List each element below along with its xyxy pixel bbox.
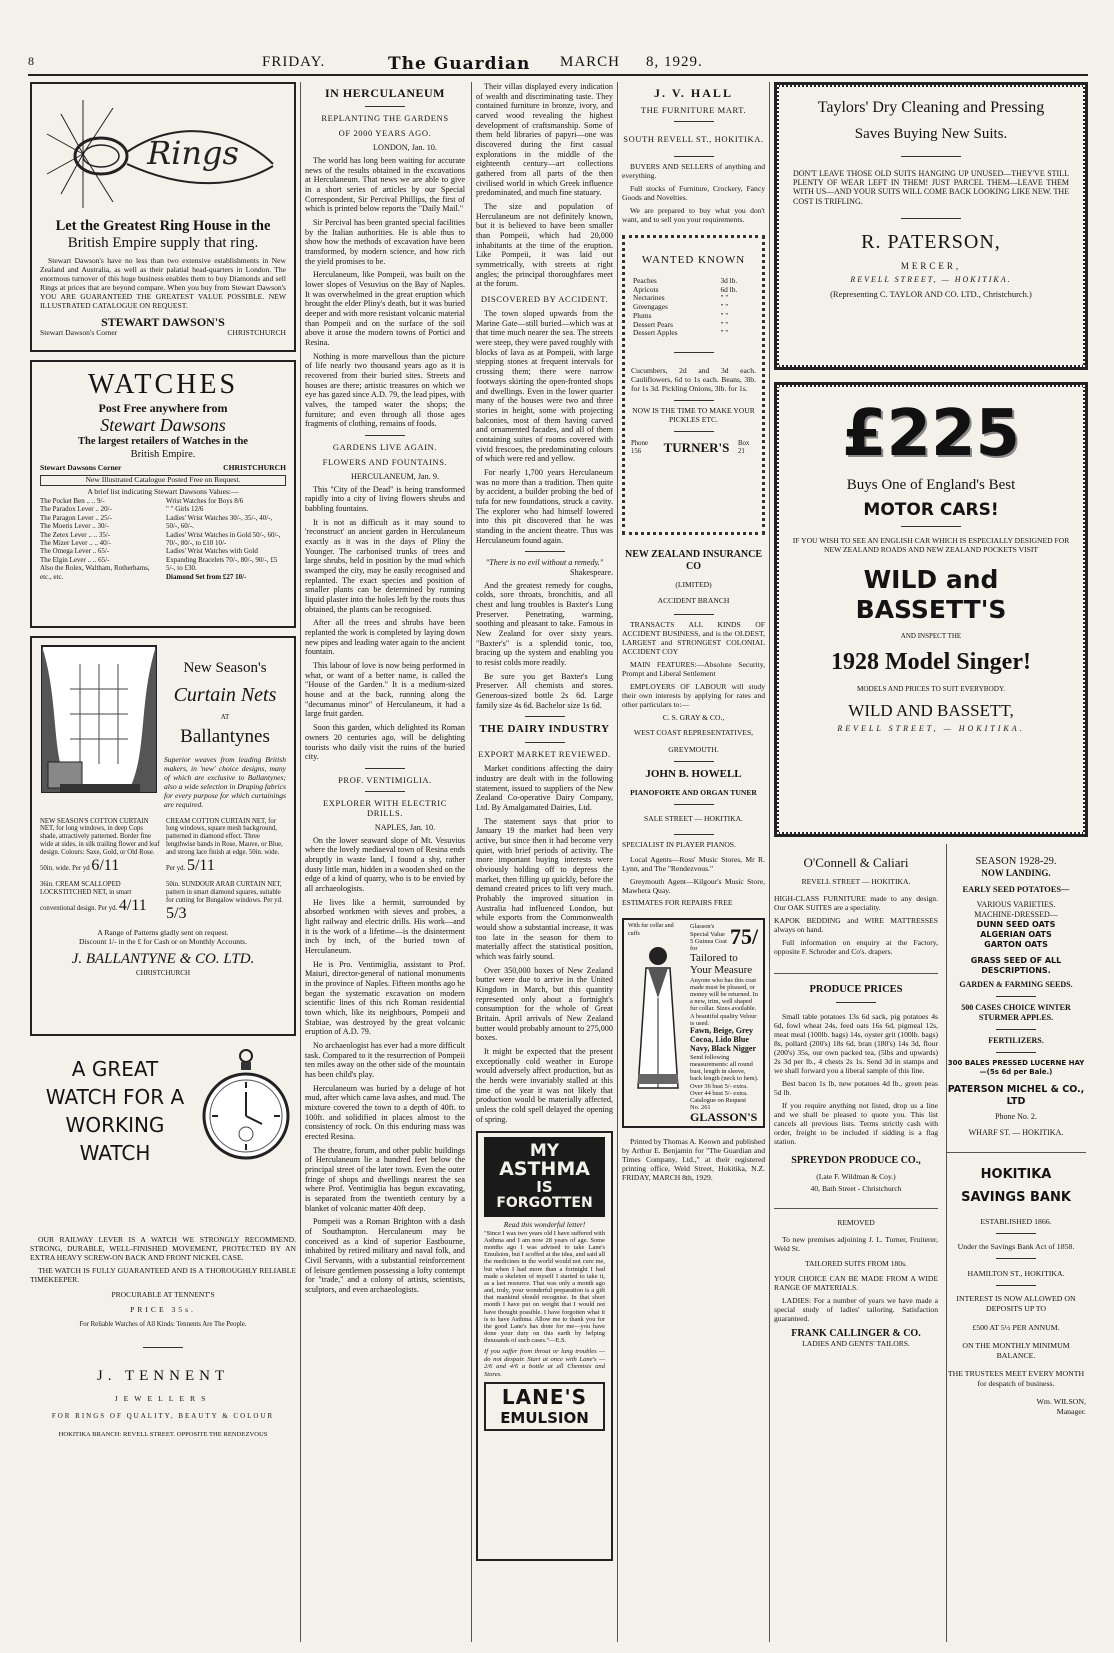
hall-name: J. V. HALL [654, 86, 733, 100]
tennent-advert [30, 1046, 296, 1606]
produce-manager: (Late F. Wildman & Coy.) [816, 1171, 896, 1181]
watches-corner: Stewart Dawsons Corner [40, 463, 122, 473]
oconnell-body: HIGH-CLASS FURNITURE made to any design. Our OAK SUITES are a speciality. [774, 894, 938, 913]
watch-value: Ladies' Wrist Watches with Gold Expanding Bracelets 70/-, 80/-, 90/-, £5 5/-, to £30. [166, 547, 278, 573]
article-paragraph: The theatre, forum, and other public buildings of Herculaneum lie a hundred feet below the principal street of the later town. Even the outer fringe of shops and dwellings nearest the sea where Prof. Ventimiglia has begun excavating, is separated from the twentieth century by a blanket of volcanic matter 40ft deep. [305, 1145, 465, 1213]
baxter-paragraph: Be sure you get Baxter's Lung Preserver. All chemists and stores. Generous-sized bottle 2s 6d. Large family size 4s 6d. Bachelor size 1s 6d. [476, 671, 613, 710]
rings-headline-1: Let the Greatest Ring House in the [55, 218, 271, 234]
michel-grass: GRASS SEED OF ALL DESCRIPTIONS. [970, 955, 1062, 975]
watch-value: Also the Rolex, Waltham, Rotherhams, etc., etc. [40, 564, 150, 581]
produce-body: Small table potatoes 13s 6d sack, pig potatoes 4s 6d, fowl wheat 24s, feed oats 16s 6d, pigmeal 12s, meat meal (100lb. bags) 14s, oyster grit (100lb. bags) 8s, pollard (200's) 18s 6d, bran (180's) 14s 3d, flour (200's) 35s, our own packed tea, (5lbs and upwards) 2s 3d per lb., 4 chests 2s 1s. Send 3d in stamps and we shall forward you a liberal sample of this line. [774, 1012, 938, 1076]
watch-value: The Paradox Lever .. 20/- [40, 505, 112, 514]
byline-ventimiglia: PROF. VENTIMIGLIA. [338, 774, 432, 785]
watches-catalogue: New Illustrated Catalogue Posted Free on Request. [40, 475, 286, 486]
callinger-advert [774, 1208, 938, 1348]
michel-various: VARIOUS VARIETIES. [976, 899, 1056, 909]
turner-vegetables: Cucumbers, 2d and 3d each. Cauliflowers, 6d to 1s each. Beans, 3lb. for 1s 3d. Pickling Onions, 3lb. for 1s. [631, 366, 756, 393]
tennent-body-1: OUR RAILWAY LEVER IS A WATCH WE STRONGLY RECOMMEND. STRONG, DURABLE, WELL-FINISHED MOVEMENT, PROTECTED BY AN EXTRA HEAVY SCREW-ON BACK AND FRONT NICKEL CASE. [30, 1235, 296, 1262]
glasson-colours: Fawn, Beige, Grey Cocoa, Lido Blue Navy, Black Nigger [690, 1025, 756, 1053]
imprint: Printed by Thomas A. Keown and published by Arthur E. Benjamin for "The Guardian and Times Company, Ltd.," at their registered printing office, Weld Street, Hokitika, N.Z. FRIDAY, MARCH 8th, 1929. [622, 1137, 765, 1183]
curtain-range: A Range of Patterns gladly sent on request. [97, 927, 229, 937]
page-number: 8 [28, 54, 35, 68]
curtain-at: AT [220, 713, 230, 722]
bank-title-1: HOKITIKA [980, 1167, 1052, 1183]
rings-headline-2: British Empire supply that ring. [67, 235, 259, 252]
curtain-new-season: New Season's [183, 660, 267, 676]
savings-bank-advert [946, 1152, 1086, 1417]
watches-retailers-2: British Empire. [130, 448, 196, 460]
masthead-title: The Guardian [388, 54, 531, 74]
fruit-name: Dessert Apples [633, 328, 678, 338]
tennent-headline-2: WATCH FOR A [45, 1085, 185, 1109]
article-paragraph: The size and population of Herculaneum are not definitely known, but it is believed to have been smaller than Pompeii, which had 20,000 inhabitants at the time of the eruption. Like Pompeii, it was laid out symmetrically, with streets at right angles; the principal thoroughfares meet at the forum. [476, 202, 613, 289]
watch-value: The Pocket Ben .. .. 9/- [40, 497, 105, 506]
paterson-body: DON'T LEAVE THOSE OLD SUITS HANGING UP UNUSED—THEY'VE STILL PLENTY OF WEAR LEFT IN THEM! JUST PARCEL THEM—LEAVE THEM WITH US—AND YOUR SUITS WILL COME BACK LOOKING LIKE NEW. THE COST IS TRIFLING. [793, 168, 1069, 206]
column-rule [617, 82, 618, 1642]
watch-value: The Elgin Lever .. .. 65/- [40, 555, 110, 564]
watch-value: Diamond Set from £27 10/- [166, 572, 247, 581]
wild-firm-big: WILD and BASSETT'S [855, 565, 1007, 624]
bank-established: ESTABLISHED 1866. [980, 1216, 1052, 1226]
insurance-features: MAIN FEATURES:—Absolute Security, Prompt and Liberal Settlement [622, 660, 765, 679]
dairy-paragraph: It might be expected that the present exceptionally cold weather in Europe would adversely affect production, but as the herds were invariably stalled at this time of the year it was not likely that production would be materially affected, unless the cold spell delayed the opening of spring. [476, 1047, 613, 1124]
tennent-firm: J. TENNENT [96, 1367, 230, 1384]
article-paragraph: No archaeologist has ever had a more difficult task. Compared to it the resurrection of Pompeii ten miles away on the other side of the mountain has been child's play. [305, 1041, 465, 1080]
article-paragraph: The world has long been waiting for accurate news of the results obtained in the excavations at Herculaneum. That news we are able to give in a short series of articles by our Special Correspondent, Sir Percival Phillips, the first of which is printed below reports the "Daily Mail." [305, 155, 465, 214]
turner-wanted: WANTED KNOWN [641, 253, 746, 266]
fruit-price: " " [720, 302, 729, 312]
bank-rate: £500 AT 5½ PER ANNUM. [972, 1322, 1060, 1332]
produce-title: PRODUCE PRICES [809, 984, 903, 995]
callinger-firm: FRANK CALLINGER & CO. [791, 1328, 921, 1339]
insurance-limited: (LIMITED) [675, 579, 712, 589]
lanes-headline-3: IS [536, 1178, 553, 1197]
rings-logo: Rings [147, 134, 239, 172]
curtain-item-3: 36in. CREAM SCALLOPED LOCKSTITCHED NET, in smart conventional design. Per yd. [40, 881, 132, 912]
dairy-paragraph: The statement says that prior to January 19 the market had been very active, but since then it had become very quiet, with brief periods of activity. The more important buying interests were obviously holding off to depress the market, then filling up quickly, before the demand created prices to lift very much. Probably the improved situation in Australia had influenced London, but while exports from the Commonwealth would show a substantial increase, it was too late in the season for them to materially affect the statistical position, which was fairly sound. [476, 816, 613, 962]
turner-fruit-table [631, 277, 756, 338]
fruit-name: Nectarines [633, 293, 665, 303]
callinger-choice: YOUR CHOICE CAN BE MADE FROM A WIDE RANGE OF MATERIALS. [774, 1274, 938, 1293]
bank-trustees: THE TRUSTEES MEET EVERY MONTH for despatch of business. [947, 1368, 1085, 1389]
fruit-price: " " [720, 293, 729, 303]
tennent-procurable: PROCURABLE AT TENNENT'S [111, 1289, 215, 1299]
subhead-accident: DISCOVERED BY ACCIDENT. [480, 294, 609, 305]
watch-value: " " Girls 12/6 [166, 505, 204, 514]
article-paragraph: Their villas displayed every indication of wealth and discriminating taste. They contained furniture in bronze, ivory, and carved wood revealing the highest development of craftsmanship. Some of them held libraries of papyri—one was discovered during the first casual explorations in the middle of the eighteenth century—art collections gathered from all parts of the then civilised world in which Greek influence predominated, and much fine statuary. [476, 82, 613, 198]
michel-bales: 300 BALES PRESSED LUCERNE HAY—(5s 6d per Bale.) [947, 1058, 1085, 1076]
curtain-city: CHRISTCHURCH [135, 968, 191, 977]
article-paragraph: He is Pro. Ventimiglia, assistant to Prof. Maiuri, director-general of national monuments in the province of Naples. Fifteen months ago he began the systematic excavation on modern scientific lines of this rich Roman residential town which, like its neighbours, Pompeii and Stabiae, was destroyed by the great volcanic eruption of A.D. 79. [305, 959, 465, 1037]
bank-title-2: SAVINGS BANK [961, 1190, 1071, 1206]
curtain-nets-advert [30, 636, 296, 1036]
dateline-herculaneum: HERCULANEUM, Jan. 9. [350, 472, 439, 482]
curtain-item-4: 50in. SUNDOUR ARAB CURTAIN NET, pattern in smart diamond squares, suitable for cutting for Bungalow windows. Per yd. [166, 881, 283, 904]
insurance-title: NEW ZEALAND INSURANCE CO [624, 548, 763, 572]
wild-model: 1928 Model Singer! [831, 649, 1031, 676]
lanes-letter: "Since I was two years old I have suffered with Asthma and I am now 28 years of age. Some months ago I was advised to take Lane's Emulsion, but I scoffed at the idea, and said all the medicines in the world would not cure me, but when I had more than a fortnight I had made a skeleton of myself I started to take it, as a last resource. That was only a month ago and, truly, your wonderful preparation is a gift that mankind should recognise. In that short month I have put on weight that I would not have thought possible. I have forgotten what it is to have Asthma. Allow me to thank you for the good Lane's has done for me—you have done your duty on this earth by helping thousands of such cases."—E.S. [484, 1229, 605, 1345]
curtain-firm: J. BALLANTYNE & CO. LTD. [71, 950, 255, 967]
fruit-name: Dessert Pears [633, 319, 674, 329]
dairy-title: THE DAIRY INDUSTRY [479, 723, 610, 736]
fruit-price: " " [720, 328, 729, 338]
tennent-price: PRICE 35s. [130, 1304, 196, 1314]
article-paragraph: Soon this garden, which delighted its Roman owners 20 centuries ago, will be delighting tourists who daily visit the ruins of the buried city. [305, 723, 465, 762]
lanes-brand-2: EMULSION [500, 1408, 589, 1427]
curtain-price-4: 5/3 [166, 904, 187, 922]
tennent-reliable: For Reliable Watches of All Kinds: Tennents Are The People. [79, 1320, 247, 1328]
subhead-gardens: GARDENS LIVE AGAIN. [332, 442, 438, 452]
dateline-london: LONDON, Jan. 10. [373, 143, 437, 153]
masthead [28, 52, 1088, 76]
michel-oats-1: DUNN SEED OATS [976, 919, 1056, 929]
glasson-price-big: 75/ [730, 924, 759, 950]
turner-name: TURNER'S [663, 440, 730, 456]
tennent-headline-4: WATCH [79, 1141, 151, 1165]
column-rule [300, 82, 301, 1642]
fruit-name: Apricots [633, 284, 659, 294]
fruit-name: Plums [633, 310, 652, 320]
produce-require: If you require anything not listed, drop us a line and we shall be pleased to quote you. This list cancels all previous lists. Terms strictly cash with order, freight to be included if sidding is a flag station. [774, 1100, 938, 1146]
produce-address: 40, Bath Street - Christchurch [810, 1184, 902, 1194]
insurance-agent-sub: WEST COAST REPRESENTATIVES, [633, 727, 754, 737]
watch-value: The Moeris Lever .. 30/- [40, 522, 109, 531]
insurance-city: GREYMOUTH. [668, 744, 719, 754]
michel-phone: Phone No. 2. [995, 1112, 1037, 1122]
baxter-quote: "There is no evil without a remedy." [485, 558, 604, 568]
hall-mart: THE FURNITURE MART. [640, 105, 747, 116]
tennent-headline-1: A GREAT [71, 1057, 159, 1081]
turner-advert [622, 235, 765, 535]
dairy-paragraph: Over 350,000 boxes of New Zealand butter were due to arrive in the United Kingdom in March, but this quantity represented only about a fortnight's consumption for the whole of Great Britain. April arrivals of New Zealand butter would probably amount to 275,000 boxes. [476, 965, 613, 1043]
tennent-rings: FOR RINGS OF QUALITY, BEAUTY & COLOUR [51, 1412, 275, 1421]
howell-grey: Greymouth Agent—Kilgour's Music Store, Mawhera Quay. [622, 876, 765, 895]
turner-pickles: NOW IS THE TIME TO MAKE YOUR PICKLES ETC. [632, 405, 755, 424]
watches-left-list [40, 497, 160, 581]
michel-oats-3: GARTON OATS [984, 939, 1048, 949]
hall-buyers: BUYERS AND SELLERS of anything and everything. [622, 162, 765, 181]
oconnell-info: Full information on enquiry at the Factory, opposite F. Schroder and Co's. drapers. [774, 938, 938, 957]
paterson-advert [774, 82, 1088, 370]
article-paragraph: Herculaneum, like Pompeii, was built on the lower slopes of Vesuvius on the Bay of Naples. It was overwhelmed in the great eruption which brought the elder Pliny's death, but it was buried deeper and with more resistant volcanic material than Pompeii and on the surface of the soil above it arose the modern towns of Portici and Resina. [305, 270, 465, 347]
article-paragraph: On the lower seaward slope of Mt. Vesuvius where the lovely mediaeval town of Resina ends abruptly in waste land, I found a shy, rather dusty little man, hidden in a wooden shed on the edge of a kind of quarry, who is to be envied by all archaeologists. [305, 835, 465, 893]
baxter-attribution: Shakespeare. [570, 567, 613, 577]
turner-phone: Phone 156 [631, 439, 648, 455]
wild-price: £225 [841, 397, 1021, 471]
curtain-ballantynes: Ballantynes [180, 725, 270, 747]
callinger-removed: REMOVED [837, 1218, 875, 1228]
masthead-day: FRIDAY. [262, 54, 326, 70]
insurance-branch: ACCIDENT BRANCH [657, 596, 730, 606]
glasson-no: No. 261 [690, 1104, 711, 1112]
paterson-title-1: Taylors' Dry Cleaning and Pressing [817, 99, 1045, 116]
glasson-coat-price: Glasson's Special Value 5 Guinea Coat for [690, 923, 727, 952]
michel-early: EARLY SEED POTATOES— [962, 885, 1070, 895]
bank-manager-title: Manager. [1056, 1407, 1086, 1417]
watches-post-free: Post Free anywhere from [98, 401, 228, 416]
glasson-with-fur: With fur collar and cuffs [628, 923, 674, 937]
article-paragraph: He lives like a hermit, surrounded by absorbed workmen with sieves and probes, a light railway and electric drills. His work—and it is the work of a lifetime—is the disinterment inch by inch, of the buried town of Herculaneum. [305, 897, 465, 955]
watches-advert [30, 360, 296, 628]
bank-monthly: ON THE MONTHLY MINIMUM BALANCE. [962, 1340, 1070, 1360]
rings-address-right: CHRISTCHURCH [227, 327, 286, 337]
michel-season: SEASON 1928-29. [975, 856, 1057, 867]
tennent-headline-3: WORKING [65, 1113, 165, 1137]
hall-prepared: We are prepared to buy what you don't want, and to sell you your requirements. [622, 206, 765, 224]
glasson-measure: Send following measurements: all round bust, length in sleeve, back length (neck to hem). Over 36 bust 5/- extra. Over 44 bust 5/- extra. Catalogue on Request [690, 1053, 759, 1104]
glasson-tailored: Tailored to Your Measure [690, 952, 753, 977]
watches-retailers-1: The largest retailers of Watches in the [78, 436, 248, 448]
lanes-footer: If you suffer from throat or lung troubles —do not despair. Start at once with Lane's —2/6 and 4/6 a bottle at all Chemists and Stores. [484, 1348, 605, 1378]
watch-value: Ladies' Wrist Watches 30/-, 35/-, 40/-, 50/-, 60/-. [166, 513, 273, 531]
callinger-premises: To new premises adjoining J. L. Turner, Fruiterer, Weld St. [774, 1235, 938, 1254]
michel-fertilizers: FERTILIZERS. [988, 1035, 1044, 1045]
herculaneum-sub-1: REPLANTING THE GARDENS [321, 113, 449, 124]
oconnell-name: O'Connell & Caliari [803, 855, 909, 870]
curtain-discount: Discount 1/- in the £ for Cash or on Monthly Accounts. [78, 936, 248, 946]
rings-firm: STEWART DAWSON'S [101, 314, 225, 329]
curtain-body: Superior weaves from leading British makers, in 'new' choice designs, many of which are exclusive to Ballantynes; also a wide selection in Draping fabrics for every purpose for which curtainings are required. [164, 754, 286, 809]
column-1 [30, 82, 296, 1647]
fruit-price: " " [720, 319, 729, 329]
insurance-transacts: TRANSACTS ALL KINDS OF ACCIDENT BUSINESS, and is the OLDEST, LARGEST and STRONGEST COLONIAL ACCIDENT COY [622, 620, 765, 657]
wild-street: REVELL STREET, — HOKITIKA. [837, 724, 1025, 734]
insurance-employers: EMPLOYERS OF LABOUR will study their own interests by applying for rates and other particulars to:— [622, 682, 765, 710]
subhead-flowers: FLOWERS AND FOUNTAINS. [322, 457, 448, 468]
wild-wish: IF YOU WISH TO SEE AN ENGLISH CAR WHICH IS ESPECIALLY DESIGNED FOR NEW ZEALAND ROADS AND NEW ZEALAND POCKETS VISIT [792, 536, 1070, 555]
article-paragraph: Pompeii was a Roman Brighton with a dash of Southampton. Herculaneum may be conceived as a kind of superior Eastbourne, inhabited by retired military and naval folk, and Civil Servants, with a substantial reinforcement of leisure gentlemen possessing a lofty contempt for "trade," and a colony of artists, scientists, sculptors, and even archaeologists. [305, 1217, 465, 1295]
rings-body: Stewart Dawson's have no less than two extensive establishments in New Zealand and Australia, as well as their palatial head-quarters in London. The enormous turnover of this huge business enables them to buy Diamonds and sell Rings at prices that are beyond compare. When you buy from Stewart Dawson's YOU ARE GUARANTEED THE GREATEST VALUE POSSIBLE. NEW ILLUSTRATED CATALOGUE ON REQUEST. [40, 255, 286, 310]
watches-firm: Stewart Dawsons [100, 415, 226, 436]
bank-manager: Wm. WILSON, [1036, 1397, 1086, 1407]
curtain-price-2: 5/11 [186, 856, 215, 874]
callinger-ladies: LADIES: For a number of years we have made a special study of ladies' tailoring. Satisfaction guaranteed. [774, 1296, 938, 1324]
column-5-6 [774, 82, 1088, 1647]
paterson-name: R. PATERSON, [861, 231, 1001, 254]
bank-interest: INTEREST IS NOW ALLOWED ON DEPOSITS UP TO [956, 1294, 1076, 1314]
herculaneum-title: IN HERCULANEUM [324, 86, 445, 100]
curtain-item-1: NEW SEASON'S COTTON CURTAIN NET, for long windows, in deep Cops shade, attractively patterned. Border fine wide at sides, in silk trailing flower and leaf design. Colours: Saxe, Gold, or Old Rose. 50in. wide. Per yd [40, 817, 160, 872]
wild-motor: MOTOR CARS! [863, 500, 999, 521]
wild-firm: WILD AND BASSETT, [848, 701, 1014, 721]
produce-advert [774, 973, 938, 1194]
curtain-window-illustration [40, 644, 158, 794]
michel-machine: MACHINE-DRESSED— [974, 909, 1058, 919]
insurance-agent: C. S. GRAY & CO., [662, 712, 725, 722]
watch-value: Wrist Watches for Boys 8/6 [166, 497, 244, 506]
insurance-advert [622, 549, 765, 755]
watches-brief-list: A brief list indicating Stewart Dawsons Values:— [87, 487, 239, 497]
watch-value: The Paragon Lever .. 25/- [40, 513, 112, 522]
article-paragraph: It is not as difficult as it may sound to 'reconstruct' an ancient garden in Herculaneum exactly as it was in the days of Pliny the Younger. The carbonised trunks of trees and large shrubs, held in position by the mud which swamped the city, may be easily recognised and replanted. The exact species and position of smaller plants can be determined by running liquid plaster into the holes left by the roots thus obtained, the plants can be recognised. [305, 517, 465, 614]
paterson-rep: (Representing C. TAYLOR AND CO. LTD., Christchurch.) [830, 288, 1032, 299]
tennent-branch: HOKITIKA BRANCH: REVELL STREET. OPPOSITE THE RENDEZVOUS [58, 1430, 268, 1438]
watches-title: WATCHES [87, 369, 239, 400]
lanes-brand-1: LANE'S [501, 1384, 588, 1409]
curtain-price-1: 6/11 [91, 856, 120, 874]
lanes-brand-box [484, 1382, 605, 1431]
curtain-nets-title: Curtain Nets [173, 683, 277, 706]
hall-stocks: Full stocks of Furniture, Crockery, Fancy Goods and Novelties. [622, 184, 765, 203]
watch-value: The Zetex Lever .. .. 35/- [40, 530, 111, 539]
michel-landing: NOW LANDING. [981, 868, 1051, 879]
watches-city: CHRISTCHURCH [223, 463, 286, 473]
article-paragraph: The town sloped upwards from the Marine Gate—still buried—which was at that time much nearer the sea. The streets were steep, they were paved roughly with blocks of lava as at Pompeii, with large stepping stones at frequent intervals for crossing them; there were narrow footways skirting the open-fronted shops and dwellings. Even in the lower quarter many of the houses were two and three stories in height, some with projecting balconies, most of them having carved and ornamented facades, and all of them containing suites of rooms covered with vivid frescoes, the predominating colours of which were red and yellow. [476, 309, 613, 464]
baxter-paragraph: And the greatest remedy for coughs, colds, sore throats, bronchitis, and all chest and lung troubles is Baxter's Lung Preserver. Penetrating, warming, soothing and pleasant to take. Famous in New Zealand for over sixty years. "Baxter's" is a splendid tonic, too, bracing up the system and enabling you to resist colds more readily. [476, 580, 613, 667]
fruit-price: 6d lb. [720, 284, 738, 294]
wild-models: MODELS AND PRICES TO SUIT EVERYBODY. [856, 684, 1006, 693]
howell-name: JOHN B. HOWELL [645, 767, 742, 780]
glasson-firm: GLASSON'S [690, 1110, 758, 1125]
article-paragraph: After all the trees and shrubs have been replanted the work is completed by laying down new pipes and leading water again to the ancient fountain. [305, 618, 465, 657]
glasson-body: Anyone who has this coat made must be pleased, or money will be returned. In a new, trim, well shaped fur collar. Sizes available. A beautiful quality Velour is used. [690, 976, 758, 1027]
wild-bassett-advert [774, 382, 1088, 837]
tennent-jewellers: JEWELLERS [114, 1394, 212, 1404]
article-paragraph: This "City of the Dead" is being transformed rapidly into a city of living flowers shrubs and babbling fountains. [305, 484, 465, 514]
watch-value: The Mizer Lever .. .. 40/- [40, 538, 111, 547]
dairy-paragraph: Market conditions affecting the dairy industry are dealt with in the following statement, issued to suppliers of the New Zealand Co-operative Dairy Company, Ltd. By Amalgamated Dairies, Ltd. [476, 764, 613, 812]
howell-street: SALE STREET — HOKITIKA. [644, 813, 743, 823]
paterson-title-2: Saves Buying New Suits. [854, 125, 1008, 142]
fruit-name: Peaches [633, 275, 657, 285]
lanes-emulsion-advert [476, 1131, 613, 1561]
tennent-body-2: THE WATCH IS FULLY GUARANTEED AND IS A THOROUGHLY RELIABLE TIMEKEEPER. [30, 1265, 296, 1284]
article-paragraph: For nearly 1,700 years Herculaneum was no more than a tradition. Then quite by accident, a builder probing the bed of tufa for new foundations, struck a cavity. The explorer who had himself lowered into this pit discovered that he was standing in the ancient theatre. Thus was Herculaneum found again. [476, 467, 613, 545]
curtain-price-3: 4/11 [118, 896, 147, 914]
rings-address-left: Stewart Dawson's Corner [40, 327, 118, 337]
bank-under: Under the Savings Bank Act of 1858. [957, 1242, 1075, 1252]
article-paragraph: This labour of love is now being performed in what, or want of a better name, is called the "House of the Garden." It is a medium-sized house and at the back, running along the "decumanus minor" of Herculaneum, it had a large fruit garden. [305, 661, 465, 719]
column-2 [305, 82, 465, 1647]
produce-firm: SPREYDON PRODUCE CO., [791, 1154, 921, 1166]
howell-advert [622, 768, 765, 909]
howell-special: SPECIALIST IN PLAYER PIANOS. [622, 839, 736, 849]
dateline-naples: NAPLES, Jan. 10. [374, 822, 436, 832]
article-paragraph: Nothing is more marvellous than the picture of life nearly two thousand years ago as it is recovered from their buried sites. Streets and houses are there; artistic treasures on which we eye has gazed since A.D. 79, the lead pipes, with valves, the tamped water the shops; the furniture; and even through all those ages fragments of clothing, remains of foods. [305, 351, 465, 429]
column-6-lower [946, 849, 1086, 1417]
michel-wharf: WHARF ST. — HOKITIKA. [968, 1128, 1064, 1138]
michel-firm: PATERSON MICHEL & CO., LTD [947, 1084, 1085, 1108]
oconnell-street: REVELL STREET — HOKITIKA. [801, 877, 911, 887]
callinger-trade: LADIES AND GENTS' TAILORS. [802, 1338, 910, 1348]
column-3 [476, 82, 613, 1647]
wild-inspect: AND INSPECT THE [900, 632, 962, 641]
hall-street: SOUTH REVELL ST., HOKITIKA. [623, 134, 764, 145]
wild-buys: Buys One of England's Best [846, 476, 1016, 493]
callinger-suits: TAILORED SUITS FROM 180s. [805, 1259, 907, 1269]
masthead-date: 8, 1929. [646, 54, 703, 70]
fruit-price: " " [720, 310, 729, 320]
michel-oats-2: ALGERIAN OATS [980, 929, 1052, 939]
pocket-watch-illustration [200, 1046, 292, 1176]
woman-coat-illustration [628, 938, 686, 1098]
lanes-headline-2: ASTHMA [499, 1158, 590, 1181]
dairy-subhead: EXPORT MARKET REVIEWED. [478, 749, 611, 760]
column-rule [471, 82, 472, 1642]
oconnell-kapok: KAPOK BEDDING and WIRE MATTRESSES always on hand. [774, 916, 938, 935]
fruit-price: 3d lb. [720, 275, 738, 285]
produce-best: Best bacon 1s lb, new potatoes 4d lb., green peas 5d lb. [774, 1079, 938, 1097]
curtain-item-2: CREAM COTTON CURTAIN NET, for long windows, square mesh background, patterned in diamond effect. Three lengthwise bands in Rose, Mauve, or Blue, and strong lace finish at edge. 50in. wide. Per yd. [166, 817, 283, 872]
bank-street: HAMILTON ST., HOKITIKA. [967, 1269, 1065, 1279]
subhead-explorer: EXPLORER WITH ELECTRIC DRILLS. [322, 797, 447, 818]
watch-value: The Omega Lever .. 65/- [40, 547, 110, 556]
glasson-warehouse [690, 1125, 759, 1129]
lanes-headline-4: FORGOTTEN [496, 1195, 593, 1212]
fruit-name: Greengages [633, 302, 668, 312]
howell-agents: Local Agents—Ross' Music Stores, Mr R. Lynn, and The "Rendezvous." [622, 854, 765, 873]
lanes-read: Read this wonderful letter! [503, 1219, 586, 1229]
paterson-street: REVELL STREET, — HOKITIKA. [850, 274, 1012, 284]
rings-advert [30, 82, 296, 352]
ring-illustration [43, 94, 283, 214]
column-rule [769, 82, 770, 1642]
column-5-lower [774, 849, 938, 1417]
masthead-month: MARCH [560, 54, 621, 70]
watches-right-list [166, 497, 286, 581]
paterson-mercer: MERCER, [900, 260, 962, 271]
article-paragraph: Sir Percival has been granted special facilities by the Italian authorities. He is able thus to show how the methods of excavation have been transformed, by modern science, and how rich the yield promises to be. [305, 217, 465, 266]
article-paragraph: Herculaneum was buried by a deluge of hot mud, after which came lava ashes, and mud. The mixture covered the town to a depth of 40ft. to 100ft. and solidified in places almost to the consistency of rock. On this enduring mass was erected Resina. [305, 1083, 465, 1142]
oconnell-advert [774, 855, 938, 957]
howell-estimates: ESTIMATES FOR REPAIRS FREE [622, 898, 733, 908]
michel-advert [946, 855, 1086, 1138]
glasson-advert [622, 918, 765, 1128]
michel-garden: GARDEN & FARMING SEEDS. [959, 979, 1073, 989]
turner-box: Box 21 [738, 439, 750, 455]
watch-value: Ladies' Wrist Watches in Gold 50/-, 60/-, 70/-, 80/-, to £10 10/- [166, 530, 281, 547]
lanes-headline-1: MY [529, 1140, 560, 1161]
herculaneum-sub-2: OF 2000 YEARS AGO. [338, 128, 432, 139]
michel-apples: 500 CASES CHOICE WINTER STURMER APPLES. [961, 1002, 1071, 1022]
howell-trade: PIANOFORTE AND ORGAN TUNER [630, 787, 757, 797]
column-4 [622, 82, 765, 1647]
